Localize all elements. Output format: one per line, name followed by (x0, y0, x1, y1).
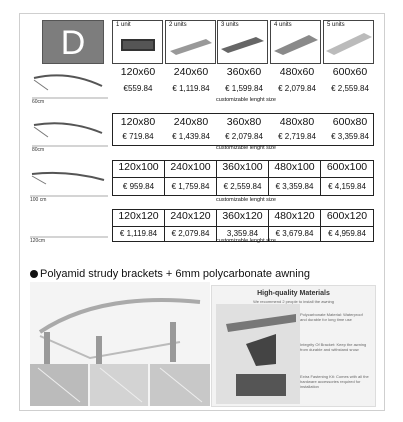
size-cell: 120x60 (120, 66, 156, 78)
section-title (30, 268, 310, 280)
size-row-60 (28, 66, 374, 106)
size-cell: 600x80 (332, 116, 368, 128)
size-cell: 600x60 (332, 66, 368, 78)
size-cell: 240x120 (164, 209, 217, 227)
model-badge: D (42, 20, 104, 64)
unit-2-label: 2 units (169, 22, 187, 28)
unit-4-label: 4 units (274, 22, 292, 28)
size-cell: 360x100 (216, 160, 269, 178)
size-cell: 120x80 (120, 116, 156, 128)
price-cell: €559.84 (123, 84, 153, 93)
size-row-80 (28, 113, 374, 153)
size-cell: 600x120 (320, 209, 374, 227)
size-cell: 480x120 (268, 209, 321, 227)
depth-label: 60cm (32, 99, 45, 105)
price-cell: € 4,959.84 (320, 226, 374, 242)
size-row-120 (28, 209, 374, 254)
awning-side-diagram (28, 209, 110, 254)
unit-1-label: 1 unit (116, 22, 131, 28)
material-note: Integrity Of Bracket: Keep the awning from durable and withstand snow (300, 342, 367, 352)
price-cell: € 719.84 (122, 132, 154, 141)
material-note: Polycarbonate Material: Waterproof and durable for long time use (300, 312, 363, 322)
unit-3-label: 3 units (221, 22, 239, 28)
size-cell: 360x120 (216, 209, 269, 227)
price-cell: € 1,119.84 (172, 84, 210, 93)
material-note: Extra Fastening Kit: Comes with all the hardware accessories required for installation (300, 374, 369, 389)
price-cell: 3,359.84 (216, 226, 269, 242)
price-cell: € 2,079.84 (164, 226, 217, 242)
unit-5-cell (323, 20, 374, 64)
materials-subtitle: We recommend 2 people to install the awning (253, 299, 334, 304)
price-cell: € 3,359.84 (331, 132, 369, 141)
depth-label: 120cm (30, 238, 46, 244)
price-cell: € 959.84 (112, 177, 165, 196)
size-cell: 480x100 (268, 160, 321, 178)
customizable-label: customizable lenght size (216, 238, 276, 244)
customizable-label: customizable lenght size (216, 197, 276, 203)
customizable-label: customizable lenght size (216, 97, 276, 103)
price-cell: € 1,599.84 (225, 84, 263, 93)
price-cell: € 4,159.84 (320, 177, 374, 196)
size-cell: 480x80 (279, 116, 315, 128)
price-cell: € 1,759.84 (164, 177, 217, 196)
price-cell: € 2,079.84 (278, 84, 316, 93)
price-cell: € 2,719.84 (278, 132, 316, 141)
size-cell: 360x60 (226, 66, 262, 78)
customizable-label: customizable lenght size (216, 145, 276, 151)
price-cell: € 3,359.84 (268, 177, 321, 196)
size-cell: 360x80 (226, 116, 262, 128)
bullet-icon (30, 270, 38, 278)
materials-panel (211, 285, 376, 407)
size-cell: 240x80 (173, 116, 209, 128)
size-cell: 120x120 (112, 209, 165, 227)
bracket-photo (216, 304, 300, 404)
size-cell: 600x100 (320, 160, 374, 178)
depth-label: 100 cm (30, 197, 47, 203)
unit-2-cell (165, 20, 216, 64)
unit-1-cell (112, 20, 163, 64)
price-cell: € 1,439.84 (172, 132, 210, 141)
size-row-100 (28, 160, 374, 205)
unit-5-label: 5 units (327, 22, 345, 28)
materials-title: High-quality Materials (257, 290, 330, 297)
price-cell: € 2,079.84 (225, 132, 263, 141)
price-cell: € 2,559.84 (216, 177, 269, 196)
price-cell: € 3,679.84 (268, 226, 321, 242)
unit-header (112, 20, 374, 64)
size-cell: 120x100 (112, 160, 165, 178)
price-cell: € 1,119.84 (112, 226, 165, 242)
unit-3-cell (217, 20, 268, 64)
unit-4-cell (270, 20, 321, 64)
depth-label: 80cm (32, 147, 45, 153)
price-cell: € 2,559.84 (331, 84, 369, 93)
size-cell: 240x100 (164, 160, 217, 178)
size-cell: 480x60 (279, 66, 315, 78)
section-title-text: Polyamid strudy brackets + 6mm polycarbonate awning (40, 268, 310, 280)
size-cell: 240x60 (173, 66, 209, 78)
